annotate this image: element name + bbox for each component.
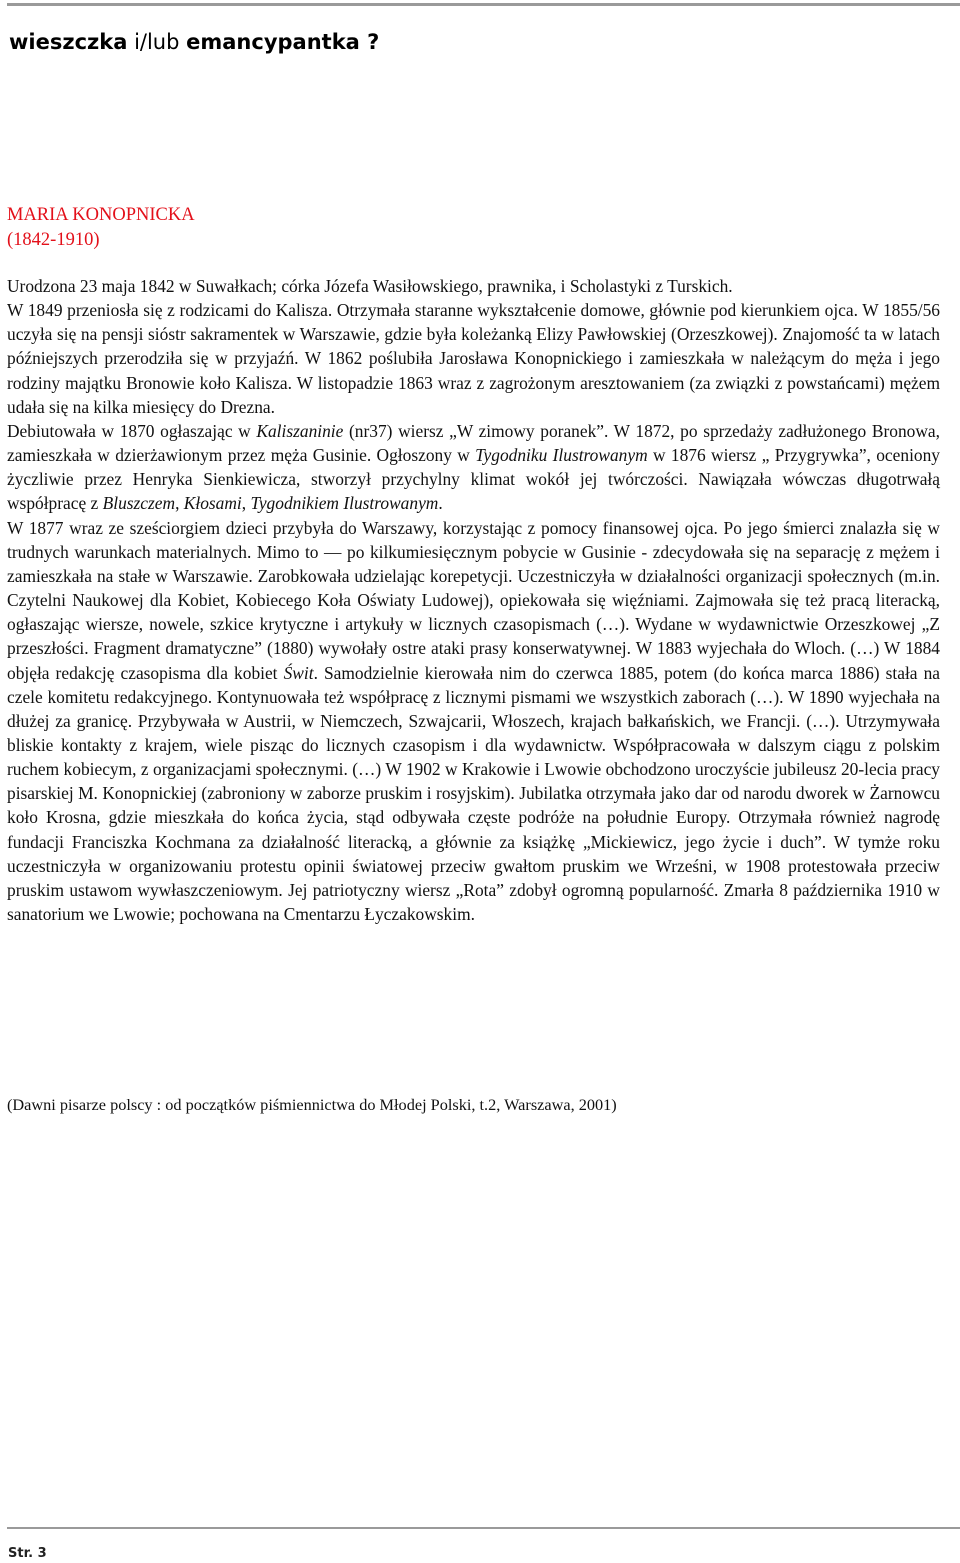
- bio-italic-title: Tygodniku Ilustrowanym: [475, 445, 648, 466]
- bottom-rule: [7, 1527, 960, 1529]
- source-citation: (Dawni pisarze polscy : od początków piśmiennictwa do Młodej Polski, t.2, Warszawa, 2001): [7, 1095, 617, 1114]
- biography-paragraph: [7, 274, 940, 298]
- bio-text: . Samodzielnie kierowała nim do czerwca 1885, potem (do końca marca 1886) stała na czele komitetu redakcyjnego. Kontynuowała też współpracę z licznymi pismami we wszystkich zaborach (…). W 1890 wyjechała na dłużej za granicę. Przybywała w Austrii, w Niemczech, Szwajcarii, Włoszech, krajach bałkańskich, we Francji. (…). Utrzymywała bliskie kontakty z krajem, wiele pisząc do licznych czasopism i dla wydawnictw. Współpracowała w dalszym ciągu z polskim ruchem kobiecym, z organizacjami społecznymi. (…) W 1902 w Krakowie i Lwowie obchodzono uroczyście jubileusz 20-lecia pracy pisarskiej M. Konopnickiej (zabroniony w zaborze pruskim i rosyjskim). Jubilatka otrzymała jako dar od narodu dworek w Żarnowcu koło Krosna, gdzie mieszkała do końca życia, stąd odbywała częste podróże na południe Europy. Otrzymała również nagrodę fundacji Franciszka Kochmana za działalność literacką, a głównie za książkę „Mickiewicz, jego życie i duch”. W tymże roku uczestniczyła w organizowaniu protestu opinii światowej przeciw gwałtom pruskim we Wrześni, w 1908 protestowała przeciw pruskim ustawom wywłaszczeniowym. Jej patriotyczny wiersz „Rota” zdobył ogromną popularność. Zmarła 8 października 1910 w sanatorium we Lwowie; pochowana na Cmentarzu Łyczakowskim.: [7, 662, 940, 925]
- bio-italic-title: Świt: [283, 662, 314, 683]
- top-rule: [7, 3, 960, 6]
- bio-text: ,: [241, 493, 251, 514]
- author-years: (1842-1910): [7, 230, 100, 250]
- bio-italic-title: Tygodnikiem Ilustrowanym: [250, 493, 439, 514]
- biography-text: [7, 274, 940, 926]
- bio-italic-title: Bluszczem: [102, 493, 176, 514]
- title-part-1: wieszczka: [9, 30, 128, 54]
- bio-text: Urodzona 23 maja 1842 w Suwałkach; córka Józefa Wasiłowskiego, prawnika, i Scholastyki z Turskich.: [7, 276, 733, 296]
- bio-text: W 1877 wraz ze sześciorgiem dzieci przybyła do Warszawy, korzystając z pomocy finansowej ojca. Po jego śmierci znalazła się w trudnych warunkach materialnych. Mimo to — po kilkumiesięcznym pobycie w Gusinie - zdecydowała się na separację z mężem i zamieszkała na stałe w Warszawie. Zarobkowała udzielając korepetycji. Uczestniczyła w działalności organizacji społecznych (m.in. Czytelni Naukowej dla Kobiet, Kobiecego Koła Oświaty Ludowej), opiekowała się więźniami. Zajmowała się też pracą literacką, ogłaszając wiersze, nowele, szkice krytyczne i artykuły w licznych czasopismach (…). Wydane w wydawnictwie Orzeszkowej „Z przeszłości. Fragment dramatyczne” (1880) wywołały ostre ataki prasy konserwatywnej. W 1883 wyjechała do Wloch. (…) W 1884 objęła redakcję czasopisma dla kobiet: [7, 517, 940, 683]
- bio-text: W 1849 przeniosła się z rodzicami do Kalisza. Otrzymała staranne wykształcenie domowe, głównie pod kierunkiem ojca. W 1855/56 uczyła się na pensji sióstr sakramentek w Warszawie, gdzie była koleżanką Elizy Pawłowskiej (Orzeszkowej). Znajomość ta w latach późniejszych przerodziła się w przyjaźń. W 1862 poślubiła Jarosława Konopnickiego i zamieszkała w należącym do męża i jego rodziny majątku Bronowie koło Kalisza. W listopadzie 1863 wraz z zagrożonym aresztowaniem (za związki z powstańcami) mężem udała się na kilka miesięcy do Drezna.: [7, 300, 940, 417]
- title-part-3: emancypantka ?: [186, 30, 380, 54]
- biography-paragraph: [7, 419, 940, 516]
- bio-text: .: [438, 493, 443, 514]
- title-part-2: i/lub: [134, 30, 180, 54]
- author-name: MARIA KONOPNICKA: [7, 205, 195, 225]
- page-title: [9, 30, 379, 54]
- bio-italic-title: Kaliszaninie: [256, 420, 344, 441]
- bio-text: (nr37) wiersz „W zimowy poranek”. W 1872, po sprzedaży zadłużonego Bronowa, zamieszkała w dzierżawionym przez męża Gusinie. Ogłoszony w: [7, 420, 940, 466]
- bio-italic-title: Kłosami: [183, 493, 242, 514]
- biography-paragraph: [7, 516, 940, 927]
- bio-text: ,: [175, 493, 184, 514]
- bio-text: w 1876 wiersz „ Przygrywka”, oceniony życzliwie przez Henryka Sienkiewicza, stworzył przychylny klimat wokół jej twórczości. Nawiązała wówczas długotrwałą współpracę z: [7, 445, 940, 514]
- author-heading: [7, 203, 195, 253]
- page-number: Str. 3: [8, 1546, 47, 1561]
- bio-text: Debiutowała w 1870 ogłaszając w: [7, 420, 257, 441]
- biography-paragraph: [7, 298, 940, 419]
